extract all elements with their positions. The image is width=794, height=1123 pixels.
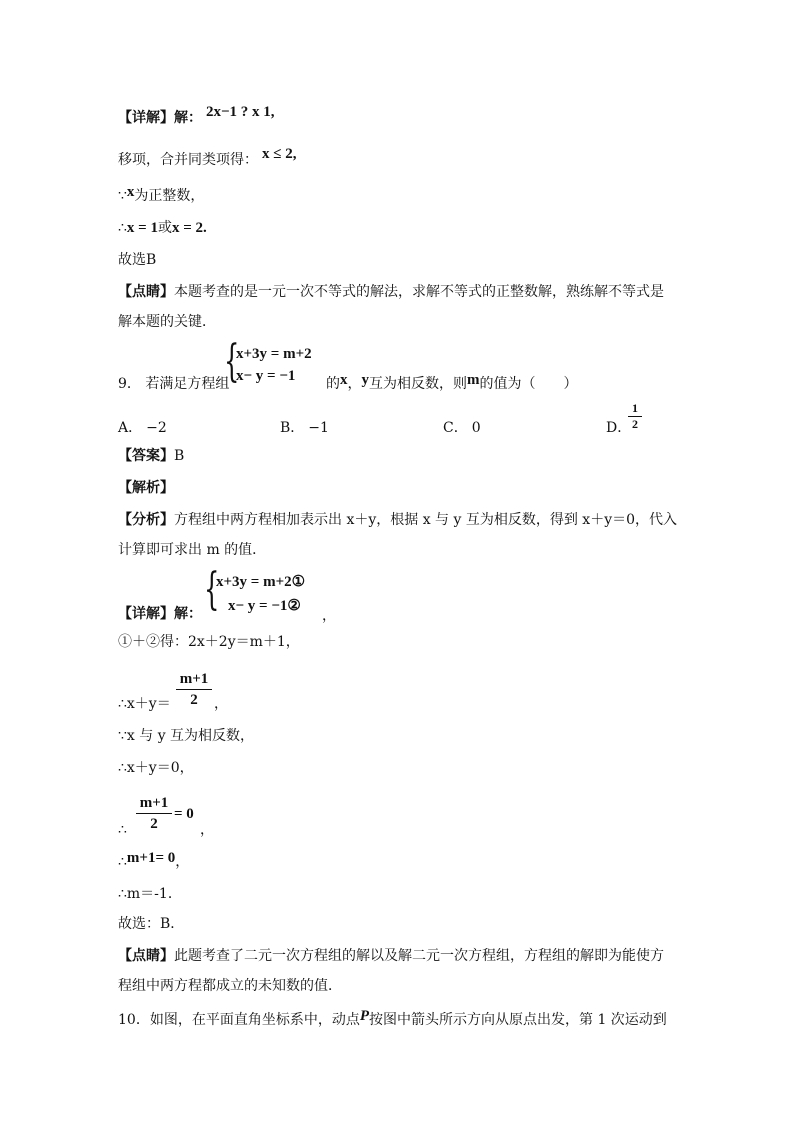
q9-step2-fraction — [176, 670, 212, 709]
option-letter: C． — [443, 420, 468, 436]
q9-fenxi-tag: 【分析】 — [118, 512, 174, 528]
q9-answer-line — [118, 446, 184, 466]
q9-step1: ①＋②得：2x＋2y＝m＋1， — [118, 634, 300, 650]
fraction-numerator: m+1 — [179, 671, 209, 687]
q9-comment-line2: 程组中两方程都成立的未知数的值． — [118, 978, 342, 994]
q9-stem-left — [118, 374, 229, 394]
q8-comment-line1 — [118, 282, 664, 302]
q9-comment-line1 — [118, 946, 664, 966]
q9-stem-right — [326, 374, 578, 394]
q9-stem-mid2: 互为相反数，则 — [369, 376, 467, 392]
q9-stem-end: 的值为（ ） — [479, 376, 578, 392]
q9-step2-prefix: ∴x＋y＝ — [118, 696, 171, 712]
q8-therefore-line — [118, 218, 207, 238]
fraction-denominator: 2 — [632, 417, 638, 431]
q10-stem — [118, 1010, 667, 1030]
fraction-numerator: 1 — [632, 401, 638, 415]
q9-step4: ∴x＋y＝0， — [118, 760, 194, 776]
q9-comment-tag: 【点睛】 — [118, 948, 174, 964]
q8-because-line — [118, 186, 204, 206]
q9-detail-eq1: x+3y = m+2① — [216, 574, 306, 590]
fraction-bar — [136, 813, 172, 814]
q8-sol1: x = 1 — [126, 220, 158, 236]
option-letter: B． — [280, 420, 305, 436]
q9-step7: ∴m＝-1． — [118, 886, 182, 902]
q9-step6 — [118, 852, 189, 872]
q10-text-after: 按图中箭头所示方向从原点出发，第 1 次运动到 — [369, 1012, 667, 1028]
q9-detail-tag: 【详解】解： — [118, 606, 202, 622]
q9-comment-text1: 此题考查了二元一次方程组的解以及解二元一次方程组，方程组的解即为能使方 — [174, 948, 664, 964]
q8-move-text: 移项，合并同类项得： — [118, 152, 258, 168]
q9-fenxi-line2: 计算即可求出 m 的值． — [118, 542, 267, 558]
therefore-symbol: ∴ — [118, 220, 127, 236]
q8-comment-text1: 本题考查的是一元一次不等式的解法，求解不等式的正整数解，熟练解不等式是 — [174, 284, 664, 300]
q9-eq1: x+3y = m+2 — [236, 346, 312, 362]
q9-option-b — [280, 418, 329, 438]
q9-step5-eq: = 0 — [174, 806, 194, 822]
option-text: 0 — [471, 420, 481, 436]
q9-answer: B — [174, 448, 185, 464]
q8-move-line — [118, 146, 297, 170]
q9-step5-fraction — [136, 794, 172, 833]
q9-system-brace: { — [224, 336, 240, 387]
q8-or: 或 — [157, 220, 172, 236]
q10-number: 10． — [118, 1012, 150, 1028]
q8-comment-tag: 【点睛】 — [118, 284, 174, 300]
q9-option-c — [443, 418, 481, 438]
q9-detail-eq2: x− y = −1② — [228, 598, 301, 614]
because-symbol: ∵ — [118, 188, 127, 204]
option-text: −2 — [146, 420, 167, 436]
option-letter: D． — [606, 420, 632, 436]
q8-var-x: x — [126, 184, 135, 200]
therefore-symbol: ∴ — [118, 854, 127, 870]
fraction-denominator: 2 — [150, 816, 158, 832]
q10-var-p: P — [359, 1008, 369, 1024]
q9-eq2: x− y = −1 — [236, 368, 296, 384]
q9-detail-brace: { — [204, 564, 220, 615]
q9-number: 9． — [118, 376, 141, 392]
q8-inequality: 2x−1 ? x 1, — [206, 104, 275, 120]
q9-step2-suffix: ， — [214, 696, 228, 712]
q9-answer-tag: 【答案】 — [118, 448, 174, 464]
q8-detail-line — [118, 104, 275, 128]
q9-step5-prefix: ∴ — [118, 822, 127, 838]
q9-choose: 故选：B． — [118, 916, 185, 932]
fraction-numerator: m+1 — [139, 795, 169, 811]
q9-analysis-tag: 【解析】 — [118, 480, 174, 496]
q9-fenxi-text1: 方程组中两方程相加表示出 x＋y，根据 x 与 y 互为相反数，得到 x＋y＝0，代入 — [174, 512, 678, 528]
q9-stem-mid1: 的 — [326, 376, 340, 392]
q9-var-y: y — [361, 372, 369, 388]
q9-var-m: m — [467, 372, 480, 388]
q9-comma: ， — [347, 376, 362, 392]
option-text: −1 — [308, 420, 329, 436]
q8-choose: 故选B — [118, 252, 157, 268]
q9-step3: ∵x 与 y 互为相反数， — [118, 728, 255, 744]
q9-step5-suffix: ， — [200, 822, 214, 838]
q9-step6-suffix: ， — [175, 854, 190, 870]
q9-var-x: x — [340, 372, 348, 388]
q8-sol2: x = 2. — [171, 220, 207, 236]
q9-step6-expr: m+1= 0 — [126, 850, 176, 866]
q9-stem-before: 若满足方程组 — [145, 376, 230, 392]
q9-option-d-fraction — [628, 402, 642, 431]
fraction-denominator: 2 — [190, 692, 198, 708]
q9-detail-after: ， — [322, 608, 336, 624]
q9-fenxi-line1 — [118, 510, 677, 530]
q8-move-result: x ≤ 2, — [262, 146, 297, 162]
q9-option-a — [118, 418, 167, 438]
q8-detail-tag: 【详解】解： — [118, 110, 202, 126]
q8-because-text: 为正整数， — [134, 188, 205, 204]
fraction-bar — [176, 689, 212, 690]
q10-text-before: 如图，在平面直角坐标系中，动点 — [149, 1012, 360, 1028]
q8-comment-line2: 解本题的关键． — [118, 314, 216, 330]
option-letter: A． — [118, 420, 143, 436]
